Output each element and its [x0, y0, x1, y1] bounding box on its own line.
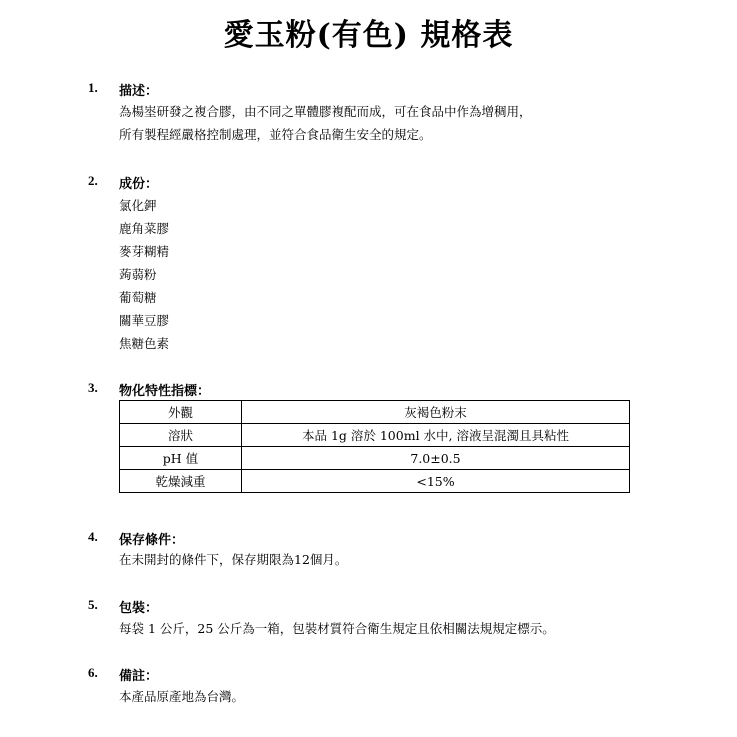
ingredient-item: 麥芽糊精	[119, 244, 170, 259]
ingredient-item: 鹿角菜膠	[119, 221, 170, 236]
description-line: 所有製程經嚴格控制處理，並符合食品衛生安全的規定。	[119, 127, 432, 142]
table-cell-label: 外觀	[120, 401, 242, 424]
section-heading: 物化特性指標：	[119, 384, 211, 399]
section-heading: 備註：	[119, 669, 159, 684]
remarks-text: 本產品原產地為台灣。	[119, 689, 245, 704]
section-heading: 保存條件：	[119, 533, 185, 548]
table-cell-label: 溶狀	[120, 424, 242, 447]
section-heading: 包裝：	[119, 601, 159, 616]
table-row	[120, 447, 630, 470]
table-row	[120, 424, 630, 447]
properties-table	[119, 400, 630, 493]
ingredient-item: 焦糖色素	[119, 336, 170, 351]
section-number: 2.	[88, 173, 98, 188]
table-cell-value: 7.0±0.5	[242, 447, 630, 470]
ingredient-item: 關華豆膠	[119, 313, 170, 328]
ingredient-item: 葡萄糖	[119, 290, 157, 305]
document-title: 愛玉粉(有色) 規格表	[223, 18, 514, 53]
table-cell-value: <15%	[242, 470, 630, 493]
section-heading: 成份：	[119, 177, 159, 192]
section-number: 3.	[88, 380, 98, 395]
ingredient-item: 蒟蒻粉	[119, 267, 157, 282]
table-cell-value: 本品 1g 溶於 100ml 水中, 溶液呈混濁且具粘性	[242, 424, 630, 447]
storage-text: 在未開封的條件下，保存期限為12個月。	[119, 552, 348, 567]
section-number: 6.	[88, 665, 98, 680]
table-cell-label: 乾燥減重	[120, 470, 242, 493]
section-heading: 描述：	[119, 84, 159, 99]
packaging-text: 每袋 1 公斤，25 公斤為一箱，包裝材質符合衛生規定且依相關法規規定標示。	[119, 621, 555, 636]
table-cell-label: pH 值	[120, 447, 242, 470]
table-cell-value: 灰褐色粉末	[242, 401, 630, 424]
table-row	[120, 470, 630, 493]
table-row	[120, 401, 630, 424]
section-number: 1.	[88, 80, 98, 95]
description-line: 為楊埊研發之複合膠，由不同之單體膠複配而成，可在食品中作為增稠用，	[119, 104, 532, 119]
section-number: 5.	[88, 597, 98, 612]
section-number: 4.	[88, 529, 98, 544]
ingredient-item: 氯化鉀	[119, 198, 157, 213]
